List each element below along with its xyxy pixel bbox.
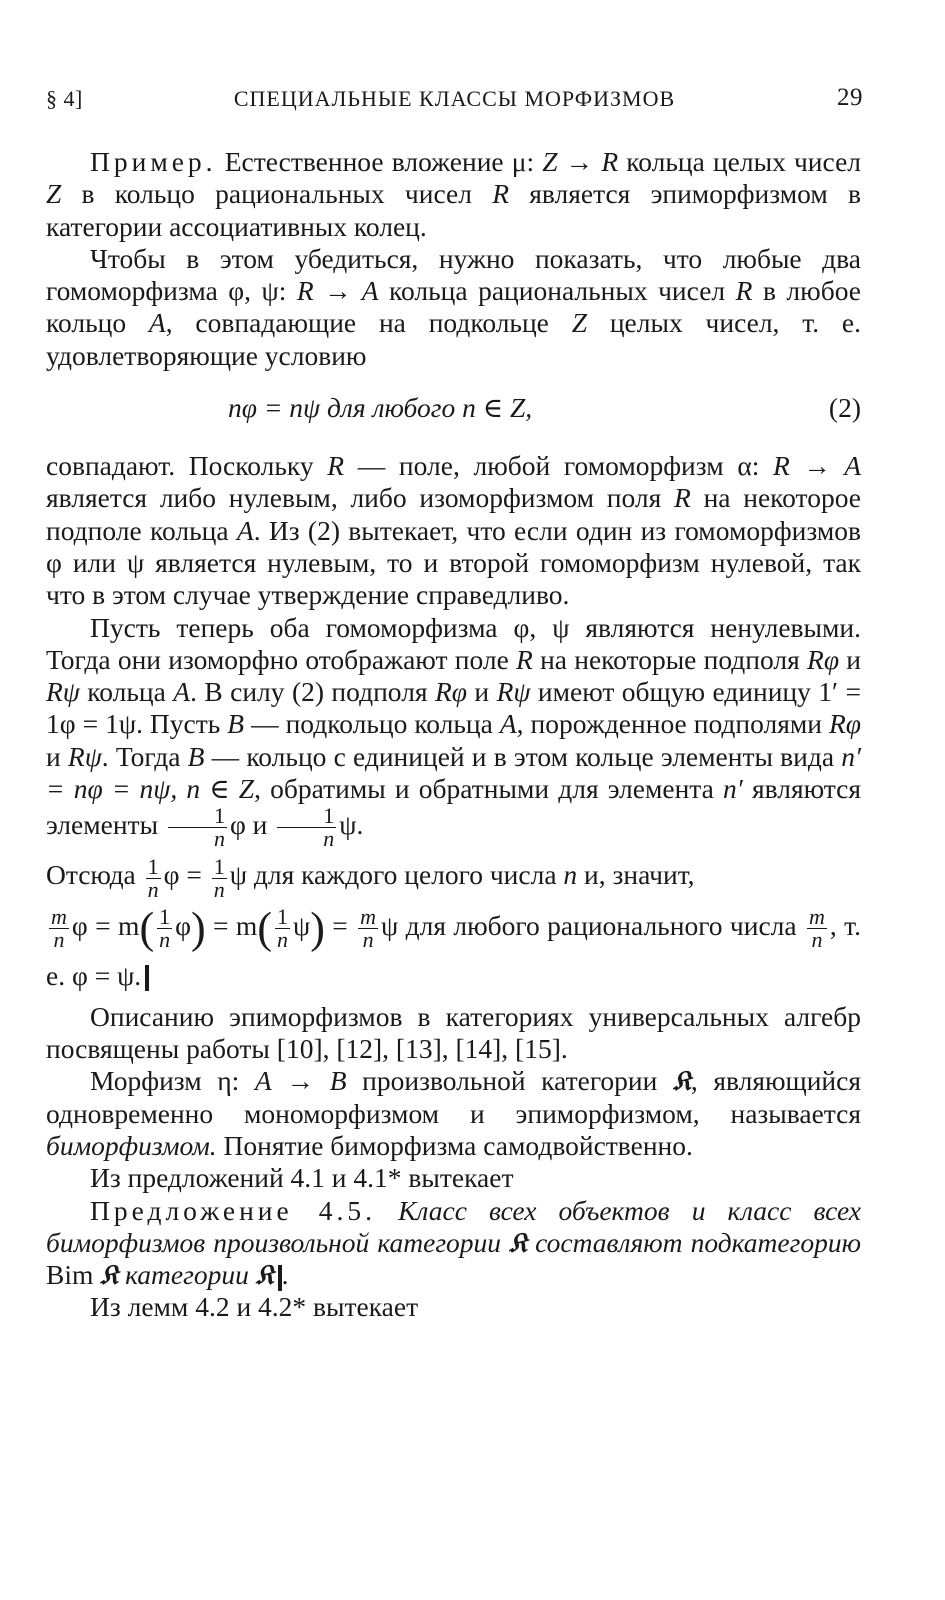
fraction-1-over-n: $\frac{1}{n}$ bbox=[147, 853, 159, 902]
bimorphism-definition-paragraph: Морфизм η: A → B произвольной категории 𝔎, являющийся одновременно мономорфизмом и эпиморфизмом, называется биморфизмом. Понятие биморфизма самодвойственно. bbox=[46, 1065, 862, 1161]
fraction-1-over-n: $\frac{1}{n}$ bbox=[213, 853, 225, 902]
running-title: СПЕЦИАЛЬНЫЕ КЛАССЫ МОРФИЗМОВ bbox=[233, 86, 676, 111]
fraction-m-over-n: $\frac{m}{n}$ bbox=[809, 903, 825, 952]
proof-intro-paragraph: Чтобы в этом убедиться, нужно показать, что любые два гомоморфизма φ, ψ: R → A кольца рациональных чисел R в любое кольцо A, совпадающие на подкольце Z целых чисел, т. е. удовлетворяющие условию bbox=[46, 242, 861, 371]
page-body bbox=[46, 146, 861, 1324]
equation-body: nφ = nψ для любого n ∈ Z, bbox=[228, 392, 533, 424]
section-marker: § 4] bbox=[46, 86, 83, 111]
fraction-m-over-n: $\frac{m}{n}$ bbox=[51, 903, 67, 952]
proposition-lead: Предложение 4.5. bbox=[90, 1194, 377, 1226]
running-header bbox=[46, 84, 863, 118]
equation-2 bbox=[46, 390, 861, 426]
fraction-1-over-n: $\frac{1}{n}$ bbox=[159, 903, 171, 952]
fraction-line-1: Отсюда $\frac{1}{n}$ φ = $\frac{1}{n}$ ψ для каждого целого числа n и, значит, bbox=[46, 853, 695, 902]
references-paragraph: Описанию эпиморфизмов в категориях универсальных алгебр посвящены работы [10], [12], [13], [14], [15]. bbox=[46, 1000, 861, 1065]
example-lead: Пример. bbox=[90, 146, 217, 177]
category-symbol: 𝔎 bbox=[672, 1065, 691, 1097]
zero-case-paragraph: совпадают. Поскольку R — поле, любой гомоморфизм α: R → A является либо нулевым, либо изоморфизмом поля R на некоторое подполе кольца A. Из (2) вытекает, что если один из гомоморфизмов φ или ψ является нулевым, то и второй гомоморфизм нулевой, так что в этом случае утверждение справедливо. bbox=[46, 450, 861, 611]
proposition-4-5: Предложение 4.5. Класс всех объектов и класс всех биморфизмов произвольной категории 𝔎 составляют подкатегорию Bim 𝔎 категории 𝔎 . bbox=[46, 1194, 861, 1291]
fraction-1-over-n: $\frac{1}{n}$ bbox=[168, 805, 227, 850]
category-symbol: 𝔎 bbox=[100, 1259, 119, 1291]
fraction-1-over-n: $\frac{1}{n}$ bbox=[277, 805, 336, 850]
example-paragraph: Пример. Естественное вложение μ: Z → R кольца целых чисел Z в кольцо рациональных чисел R является эпиморфизмом в категории ассоциативных колец. bbox=[46, 146, 861, 242]
consequence-line-1: Из предложений 4.1 и 4.1* вытекает bbox=[90, 1162, 514, 1194]
category-symbol: 𝔎 bbox=[509, 1226, 528, 1258]
consequence-line-2: Из лемм 4.2 и 4.2* вытекает bbox=[90, 1291, 419, 1323]
equation-number: (2) bbox=[828, 392, 861, 424]
fraction-line-2: $\frac{m}{n}$ φ = m( $\frac{1}{n}$ φ) = m( $\frac{1}{n}$ ψ) = $\frac{m}{n}$ ψ для любого рационального числа $\frac{m}{n}$ , т. е. φ = ψ. bbox=[46, 903, 861, 991]
fraction-m-over-n: $\frac{m}{n}$ bbox=[360, 903, 377, 952]
category-symbol: 𝔎 bbox=[255, 1259, 274, 1291]
fraction-1-over-n: $\frac{1}{n}$ bbox=[276, 903, 288, 952]
nonzero-case-paragraph: Пусть теперь оба гомоморфизма φ, ψ являются ненулевыми. Тогда они изоморфно отображают поле R на некоторые подполя Rφ и Rψ кольца A. В силу (2) подполя Rφ и Rψ имеют общую единицу 1′ = 1φ = 1ψ. Пусть B — подкольцо кольца A, порожденное подполями Rφ и Rψ. Тогда B — кольцо с единицей и в этом кольце элементы вида n′ = nφ = nψ, n ∈ Z, обратимы и обратными для элемента n′ являются элементы $\frac{1}{n}$ φ и $\frac{1}{n}$ ψ. bbox=[46, 611, 861, 852]
end-of-proof-mark bbox=[145, 965, 149, 991]
page-number: 29 bbox=[837, 84, 863, 111]
defined-term: биморфизмом. bbox=[46, 1129, 217, 1161]
